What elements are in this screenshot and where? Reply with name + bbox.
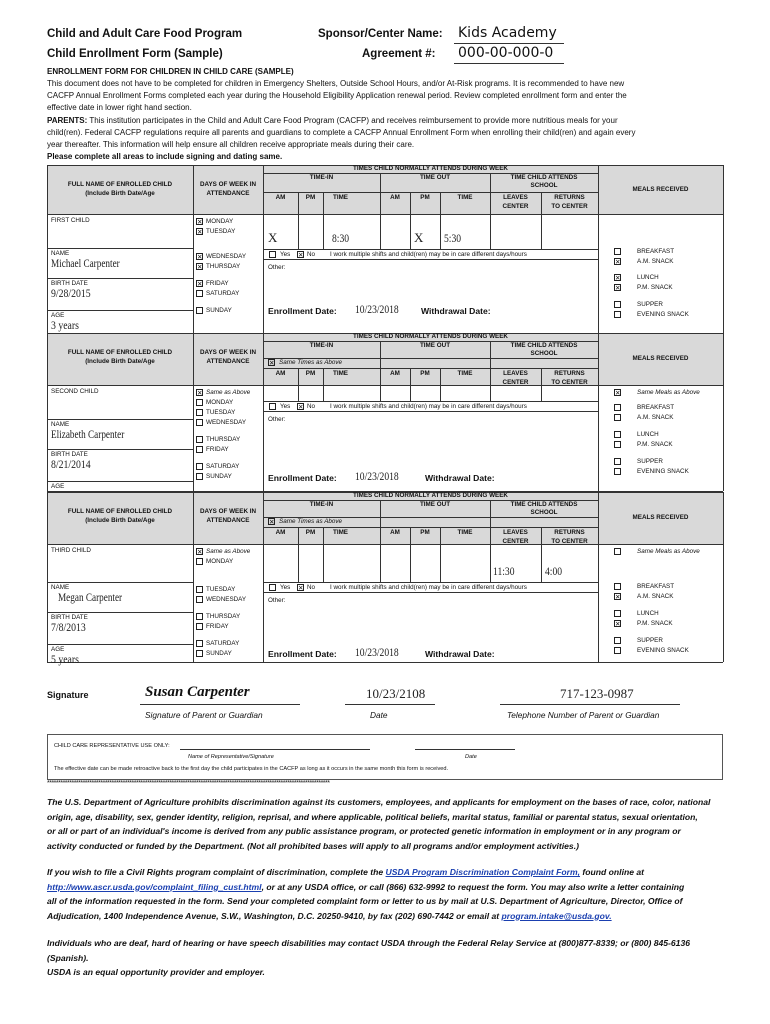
day-checkbox-tuesday[interactable] — [196, 409, 203, 416]
pm-out-header: PM — [420, 194, 430, 201]
rep-date-caption: Date — [465, 754, 477, 760]
full-name-header-1: FULL NAME OF ENROLLED CHILD — [67, 181, 173, 188]
days-header-2: ATTENDANCE — [206, 517, 250, 524]
other-label: Other: — [268, 416, 286, 423]
meal-checkbox-supper[interactable] — [614, 301, 621, 308]
days-header-1: DAYS OF WEEK IN — [199, 181, 257, 188]
day-label-sunday: SUNDAY — [206, 307, 232, 314]
day-label-wednesday: WEDNESDAY — [206, 596, 247, 603]
meals-header: MEALS RECEIVED — [632, 514, 689, 521]
age-label: AGE — [51, 483, 65, 490]
no-label: No — [307, 584, 316, 591]
multiple-shifts-label: I work multiple shifts and child(ren) may be in care different days/hours — [330, 251, 527, 258]
time-out-value[interactable]: 5:30 — [444, 231, 462, 245]
meal-checkbox-supper[interactable] — [614, 637, 621, 644]
am-out-header: AM — [390, 370, 400, 377]
meal-checkbox-p-m-snack[interactable] — [614, 441, 621, 448]
meal-checkbox-p-m-snack[interactable] — [614, 284, 621, 291]
day-checkbox-tuesday[interactable] — [196, 586, 203, 593]
day-checkbox-wednesday[interactable] — [196, 596, 203, 603]
meal-label-breakfast: BREAKFAST — [637, 404, 675, 411]
time-school-header-1: TIME CHILD ATTENDS — [510, 342, 578, 349]
meal-label-a-m-snack: A.M. SNACK — [637, 593, 674, 600]
day-label-friday: FRIDAY — [206, 280, 229, 287]
age-label: AGE — [51, 312, 65, 319]
child-name-value[interactable]: Michael Carpenter — [51, 258, 120, 270]
meal-checkbox-evening-snack[interactable] — [614, 647, 621, 654]
times-attends-header: TIMES CHILD NORMALLY ATTENDS DURING WEEK — [353, 165, 508, 172]
leaves-value[interactable]: 11:30 — [493, 564, 515, 578]
day-label-wednesday: WEDNESDAY — [206, 419, 247, 426]
same-meals-checkbox[interactable] — [614, 389, 621, 396]
time-in-col-header: TIME — [332, 194, 349, 201]
meal-label-breakfast: BREAKFAST — [637, 248, 675, 255]
stars-divider: ******************************************************************************************************************************* — [47, 780, 330, 787]
program-title: Child and Adult Care Food Program — [47, 28, 243, 40]
same-times-checkbox[interactable] — [268, 518, 275, 525]
am-out-header: AM — [390, 529, 400, 536]
day-checkbox-sunday[interactable] — [196, 307, 203, 314]
meal-label-breakfast: BREAKFAST — [637, 583, 675, 590]
day-label-tuesday: TUESDAY — [206, 409, 236, 416]
signature-caption: Signature of Parent or Guardian — [145, 710, 263, 720]
day-checkbox-wednesday[interactable] — [196, 419, 203, 426]
meal-label-evening-snack: EVENING SNACK — [637, 311, 689, 318]
name-label: NAME — [51, 421, 70, 428]
age-value[interactable]: 5 years — [51, 654, 79, 666]
multiple-shifts-no-checkbox[interactable] — [297, 403, 304, 410]
same-times-label: Same Times as Above — [279, 359, 343, 366]
time-school-header-2: SCHOOL — [530, 509, 558, 516]
day-label-thursday: THURSDAY — [206, 436, 241, 443]
meal-checkbox-breakfast[interactable] — [614, 583, 621, 590]
time-out-col-header: TIME — [457, 529, 473, 536]
meal-checkbox-evening-snack[interactable] — [614, 311, 621, 318]
enrollment-date-value[interactable]: 10/23/2018 — [355, 302, 399, 316]
day-checkbox-monday[interactable] — [196, 399, 203, 406]
leaves-header-1: LEAVES — [503, 529, 528, 536]
day-checkbox-tuesday[interactable] — [196, 228, 203, 235]
day-label-tuesday: TUESDAY — [206, 228, 236, 235]
form-title: Child Enrollment Form (Sample) — [47, 48, 223, 60]
multiple-shifts-label: I work multiple shifts and child(ren) may be in care different days/hours — [330, 584, 527, 591]
meal-checkbox-breakfast[interactable] — [614, 404, 621, 411]
no-label: No — [307, 403, 316, 410]
enrollment-date-value[interactable]: 10/23/2018 — [355, 469, 399, 483]
meal-checkbox-lunch[interactable] — [614, 274, 621, 281]
day-label-thursday: THURSDAY — [206, 613, 241, 620]
name-label: NAME — [51, 250, 70, 257]
same-times-label: Same Times as Above — [279, 518, 343, 525]
no-label: No — [307, 251, 316, 258]
day-label-friday: FRIDAY — [206, 623, 229, 630]
intro-line-3: effective date in lower right hand section. — [47, 103, 192, 112]
day-checkbox-saturday[interactable] — [196, 463, 203, 470]
day-checkbox-saturday[interactable] — [196, 640, 203, 647]
returns-header-1: RETURNS — [554, 194, 585, 201]
day-label-sunday: SUNDAY — [206, 473, 232, 480]
multiple-shifts-yes-checkbox[interactable] — [269, 403, 276, 410]
meal-label-p-m-snack: P.M. SNACK — [637, 620, 673, 627]
meal-label-lunch: LUNCH — [637, 431, 659, 438]
day-label-monday: MONDAY — [206, 218, 234, 225]
day-label-monday: MONDAY — [206, 558, 234, 565]
time-out-header: TIME OUT — [419, 174, 451, 181]
am-in-header: AM — [275, 370, 286, 377]
day-label-monday: MONDAY — [206, 399, 234, 406]
day-checkbox-monday[interactable] — [196, 558, 203, 565]
sponsor-value[interactable]: Kids Academy — [458, 25, 557, 41]
withdrawal-date-label: Withdrawal Date: — [425, 649, 495, 659]
meal-label-lunch: LUNCH — [637, 610, 659, 617]
day-label-friday: FRIDAY — [206, 446, 229, 453]
meal-checkbox-a-m-snack[interactable] — [614, 593, 621, 600]
birth-date-value[interactable]: 7/8/2013 — [51, 622, 86, 634]
meal-checkbox-lunch[interactable] — [614, 610, 621, 617]
intro-line-1: This document does not have to be completed for children in Emergency Shelters, Outside School Hours, and/or At-Risk programs. It is recommended to have new — [47, 79, 625, 88]
day-checkbox-thursday[interactable] — [196, 436, 203, 443]
agreement-value[interactable]: 000-00-000-0 — [458, 45, 554, 61]
day-label-thursday: THURSDAY — [206, 263, 241, 270]
full-name-header-2: (Include Birth Date/Age — [85, 190, 155, 197]
days-header-2: ATTENDANCE — [206, 190, 250, 197]
time-in-header: TIME-IN — [309, 174, 334, 181]
returns-header-2: TO CENTER — [551, 203, 588, 210]
time-school-header-2: SCHOOL — [530, 350, 558, 357]
other-label: Other: — [268, 597, 286, 604]
full-name-header-1: FULL NAME OF ENROLLED CHILD — [67, 508, 173, 515]
meal-label-p-m-snack: P.M. SNACK — [637, 284, 673, 291]
agreement-label: Agreement #: — [362, 48, 436, 60]
signature-value[interactable]: Susan Carpenter — [145, 684, 250, 700]
times-attends-header: TIMES CHILD NORMALLY ATTENDS DURING WEEK — [353, 492, 508, 499]
time-out-col-header: TIME — [457, 194, 473, 201]
complaint-form-link[interactable]: USDA Program Discrimination Complaint Form, — [385, 867, 581, 877]
day-label-sunday: SUNDAY — [206, 650, 232, 657]
meal-label-lunch: LUNCH — [637, 274, 659, 281]
full-name-header-2: (Include Birth Date/Age — [85, 517, 155, 524]
birth-date-label: BIRTH DATE — [51, 614, 88, 621]
same-as-above-checkbox[interactable] — [196, 389, 203, 396]
pm-out-header: PM — [420, 370, 430, 377]
multiple-shifts-no-checkbox[interactable] — [297, 251, 304, 258]
time-school-header-1: TIME CHILD ATTENDS — [510, 501, 578, 508]
age-label: AGE — [51, 646, 65, 653]
intro-heading: ENROLLMENT FORM FOR CHILDREN IN CHILD CARE (SAMPLE) — [47, 67, 294, 76]
same-meals-checkbox[interactable] — [614, 548, 621, 555]
child-name-value[interactable]: Elizabeth Carpenter — [51, 429, 125, 441]
pm-out-header: PM — [420, 529, 430, 536]
meal-label-evening-snack: EVENING SNACK — [637, 468, 689, 475]
time-school-header-1: TIME CHILD ATTENDS — [510, 174, 578, 181]
returns-value[interactable]: 4:00 — [545, 564, 563, 578]
multiple-shifts-yes-checkbox[interactable] — [269, 584, 276, 591]
enrollment-date-label: Enrollment Date: — [268, 649, 337, 659]
pm-in-header: PM — [305, 370, 316, 377]
day-checkbox-saturday[interactable] — [196, 290, 203, 297]
day-checkbox-friday[interactable] — [196, 623, 203, 630]
am-in-header: AM — [275, 194, 286, 201]
meal-checkbox-p-m-snack[interactable] — [614, 620, 621, 627]
am-in-header: AM — [275, 529, 286, 536]
time-in-col-header: TIME — [332, 529, 349, 536]
parents-line-1: PARENTS: This institution participates in the Child and Adult Care Food Program (CACFP) and receives reimbursement to provide more nutritious meals for your — [47, 116, 618, 125]
phone-value[interactable]: 717-123-0987 — [560, 686, 634, 701]
rep-note: The effective date can be made retroactive back to the first day the child participates in the CACFP as long as it occurs in the same month this form is received. — [54, 766, 449, 772]
leaves-header-1: LEAVES — [503, 194, 528, 201]
meal-label-supper: SUPPER — [637, 458, 663, 465]
meal-checkbox-a-m-snack[interactable] — [614, 258, 621, 265]
yes-label: Yes — [280, 403, 291, 410]
full-name-header-2: (Include Birth Date/Age — [85, 358, 155, 365]
leaves-header-1: LEAVES — [503, 370, 528, 377]
withdrawal-date-label: Withdrawal Date: — [421, 306, 491, 316]
times-attends-header: TIMES CHILD NORMALLY ATTENDS DURING WEEK — [353, 333, 508, 340]
representative-box — [47, 734, 723, 780]
complaint-statement: If you wish to file a Civil Rights program complaint of discrimination, complete the USDA Program Discrimination Complaint Form, found online at http://www.ascr.usda.gov/complaint_filing_cust.html, or at any USDA office, or call (866) 632-9992 to request the form. You may also write a letter containing all of the information requested in the form. Send your completed complaint form or letter to us by mail at U.S. Department of Agriculture, Director, Office of Adjudication, 1400 Independence Avenue, S.W., Washington, D.C. 20250-9410, by fax (202) 690-7442 or email at program.intake@usda.gov. — [47, 867, 685, 921]
same-meals-label: Same Meals as Above — [637, 389, 700, 396]
time-out-col-header: TIME — [457, 370, 473, 377]
leaves-header-2: CENTER — [502, 538, 529, 545]
birth-date-label: BIRTH DATE — [51, 451, 88, 458]
time-in-header: TIME-IN — [309, 501, 334, 508]
time-in-am-value[interactable]: X — [268, 230, 278, 245]
ordinal-label: FIRST CHILD — [51, 217, 90, 224]
meals-header: MEALS RECEIVED — [632, 355, 689, 362]
meal-checkbox-a-m-snack[interactable] — [614, 414, 621, 421]
day-label-saturday: SATURDAY — [206, 640, 240, 647]
returns-header-2: TO CENTER — [551, 379, 588, 386]
meal-checkbox-breakfast[interactable] — [614, 248, 621, 255]
day-checkbox-sunday[interactable] — [196, 473, 203, 480]
enrollment-date-label: Enrollment Date: — [268, 306, 337, 316]
day-checkbox-monday[interactable] — [196, 218, 203, 225]
day-checkbox-thursday[interactable] — [196, 263, 203, 270]
meal-label-a-m-snack: A.M. SNACK — [637, 258, 674, 265]
enrollment-date-label: Enrollment Date: — [268, 473, 337, 483]
returns-header-2: TO CENTER — [551, 538, 588, 545]
phone-caption: Telephone Number of Parent or Guardian — [507, 710, 660, 720]
time-out-pm-value[interactable]: X — [414, 230, 424, 245]
day-checkbox-friday[interactable] — [196, 280, 203, 287]
meal-checkbox-evening-snack[interactable] — [614, 468, 621, 475]
days-header-1: DAYS OF WEEK IN — [199, 349, 257, 356]
parents-line-3: year thereafter. This information will help ensure all children receive appropriate meals during their care. — [47, 140, 415, 149]
time-in-header: TIME-IN — [309, 342, 334, 349]
days-header-1: DAYS OF WEEK IN — [199, 508, 257, 515]
signature-label: Signature — [47, 690, 89, 700]
yes-label: Yes — [280, 251, 291, 258]
day-label-wednesday: WEDNESDAY — [206, 253, 247, 260]
birth-date-value[interactable]: 9/28/2015 — [51, 288, 91, 300]
legal-statement: The U.S. Department of Agriculture prohibits discrimination against its customers, employees, and applicants for employment on the bases of race, color, national origin, age, disability, sex, gender identity, religion, reprisal, and where applicable, political beliefs, marital status, familial or parental status, sexual orientation, or all or part of an individual's income is derived from any public assistance program, or protected genetic information in employment or in any program or activity conducted or funded by the Department. (Not all prohibited bases will apply to all programs and/or employment activities.) — [47, 797, 711, 851]
same-times-checkbox[interactable] — [268, 359, 275, 366]
age-value[interactable]: 3 years — [51, 320, 79, 332]
multiple-shifts-label: I work multiple shifts and child(ren) may be in care different days/hours — [330, 403, 527, 410]
intro-line-2: CACFP Annual Enrollment Forms completed each year during the Household Eligibility Application renewal period. Review completed enrollment form and enter the — [47, 91, 627, 100]
multiple-shifts-no-checkbox[interactable] — [297, 584, 304, 591]
name-label: NAME — [51, 584, 70, 591]
ordinal-label: SECOND CHILD — [51, 388, 99, 395]
day-checkbox-thursday[interactable] — [196, 613, 203, 620]
enrollment-date-value[interactable]: 10/23/2018 — [355, 645, 399, 659]
withdrawal-date-label: Withdrawal Date: — [425, 473, 495, 483]
child-name-value[interactable]: Megan Carpenter — [58, 592, 123, 604]
leaves-header-2: CENTER — [502, 379, 529, 386]
program-intake-email-link[interactable]: program.intake@usda.gov. — [501, 910, 612, 921]
time-school-header-2: SCHOOL — [530, 182, 558, 189]
multiple-shifts-yes-checkbox[interactable] — [269, 251, 276, 258]
time-out-header: TIME OUT — [419, 342, 451, 349]
yes-label: Yes — [280, 584, 291, 591]
days-header-2: ATTENDANCE — [206, 358, 250, 365]
same-as-above-label: Same as Above — [206, 548, 251, 555]
parents-line-2: child(ren). Federal CACFP regulations require all parents and guardians to complete a CACFP Annual Enrollment Form when enrolling their child(ren) and again every — [47, 128, 636, 137]
ordinal-label: THIRD CHILD — [51, 547, 91, 554]
pm-in-header: PM — [305, 194, 316, 201]
meal-label-supper: SUPPER — [637, 301, 663, 308]
day-checkbox-wednesday[interactable] — [196, 253, 203, 260]
sponsor-label: Sponsor/Center Name: — [318, 28, 443, 40]
day-label-saturday: SATURDAY — [206, 290, 240, 297]
meal-checkbox-supper[interactable] — [614, 458, 621, 465]
birth-date-value[interactable]: 8/21/2014 — [51, 459, 91, 471]
signature-date-value[interactable]: 10/23/2108 — [366, 686, 426, 701]
meal-label-p-m-snack: P.M. SNACK — [637, 441, 673, 448]
same-meals-label: Same Meals as Above — [637, 548, 700, 555]
other-label: Other: — [268, 264, 286, 271]
full-name-header-1: FULL NAME OF ENROLLED CHILD — [67, 349, 173, 356]
meal-label-evening-snack: EVENING SNACK — [637, 647, 689, 654]
day-label-tuesday: TUESDAY — [206, 586, 236, 593]
time-out-header: TIME OUT — [419, 501, 451, 508]
instruction: Please complete all areas to include signing and dating same. — [47, 152, 283, 161]
day-label-saturday: SATURDAY — [206, 463, 240, 470]
same-as-above-checkbox[interactable] — [196, 548, 203, 555]
signature-date-caption: Date — [370, 710, 388, 720]
am-out-header: AM — [390, 194, 400, 201]
rep-name-caption: Name of Representative/Signature — [188, 754, 274, 760]
day-checkbox-friday[interactable] — [196, 446, 203, 453]
pm-in-header: PM — [305, 529, 316, 536]
returns-header-1: RETURNS — [554, 370, 585, 377]
ascr-url-link[interactable]: http://www.ascr.usda.gov/complaint_filing_cust.html — [47, 881, 262, 892]
rep-label: CHILD CARE REPRESENTATIVE USE ONLY: — [54, 743, 170, 749]
time-in-value[interactable]: 8:30 — [332, 231, 350, 245]
returns-header-1: RETURNS — [554, 529, 585, 536]
day-checkbox-sunday[interactable] — [196, 650, 203, 657]
meal-checkbox-lunch[interactable] — [614, 431, 621, 438]
relay-statement: Individuals who are deaf, hard of hearing or have speech disabilities may contact USDA through the Federal Relay Service at (800)877-8339; or (800) 845-6136 (Spanish). USDA is an equal opportunity provider and employer. — [47, 938, 691, 978]
time-in-col-header: TIME — [332, 370, 349, 377]
meals-header: MEALS RECEIVED — [632, 185, 689, 193]
meal-label-supper: SUPPER — [637, 637, 663, 644]
same-as-above-label: Same as Above — [206, 389, 251, 396]
birth-date-label: BIRTH DATE — [51, 280, 88, 287]
meal-label-a-m-snack: A.M. SNACK — [637, 414, 674, 421]
leaves-header-2: CENTER — [502, 203, 529, 210]
